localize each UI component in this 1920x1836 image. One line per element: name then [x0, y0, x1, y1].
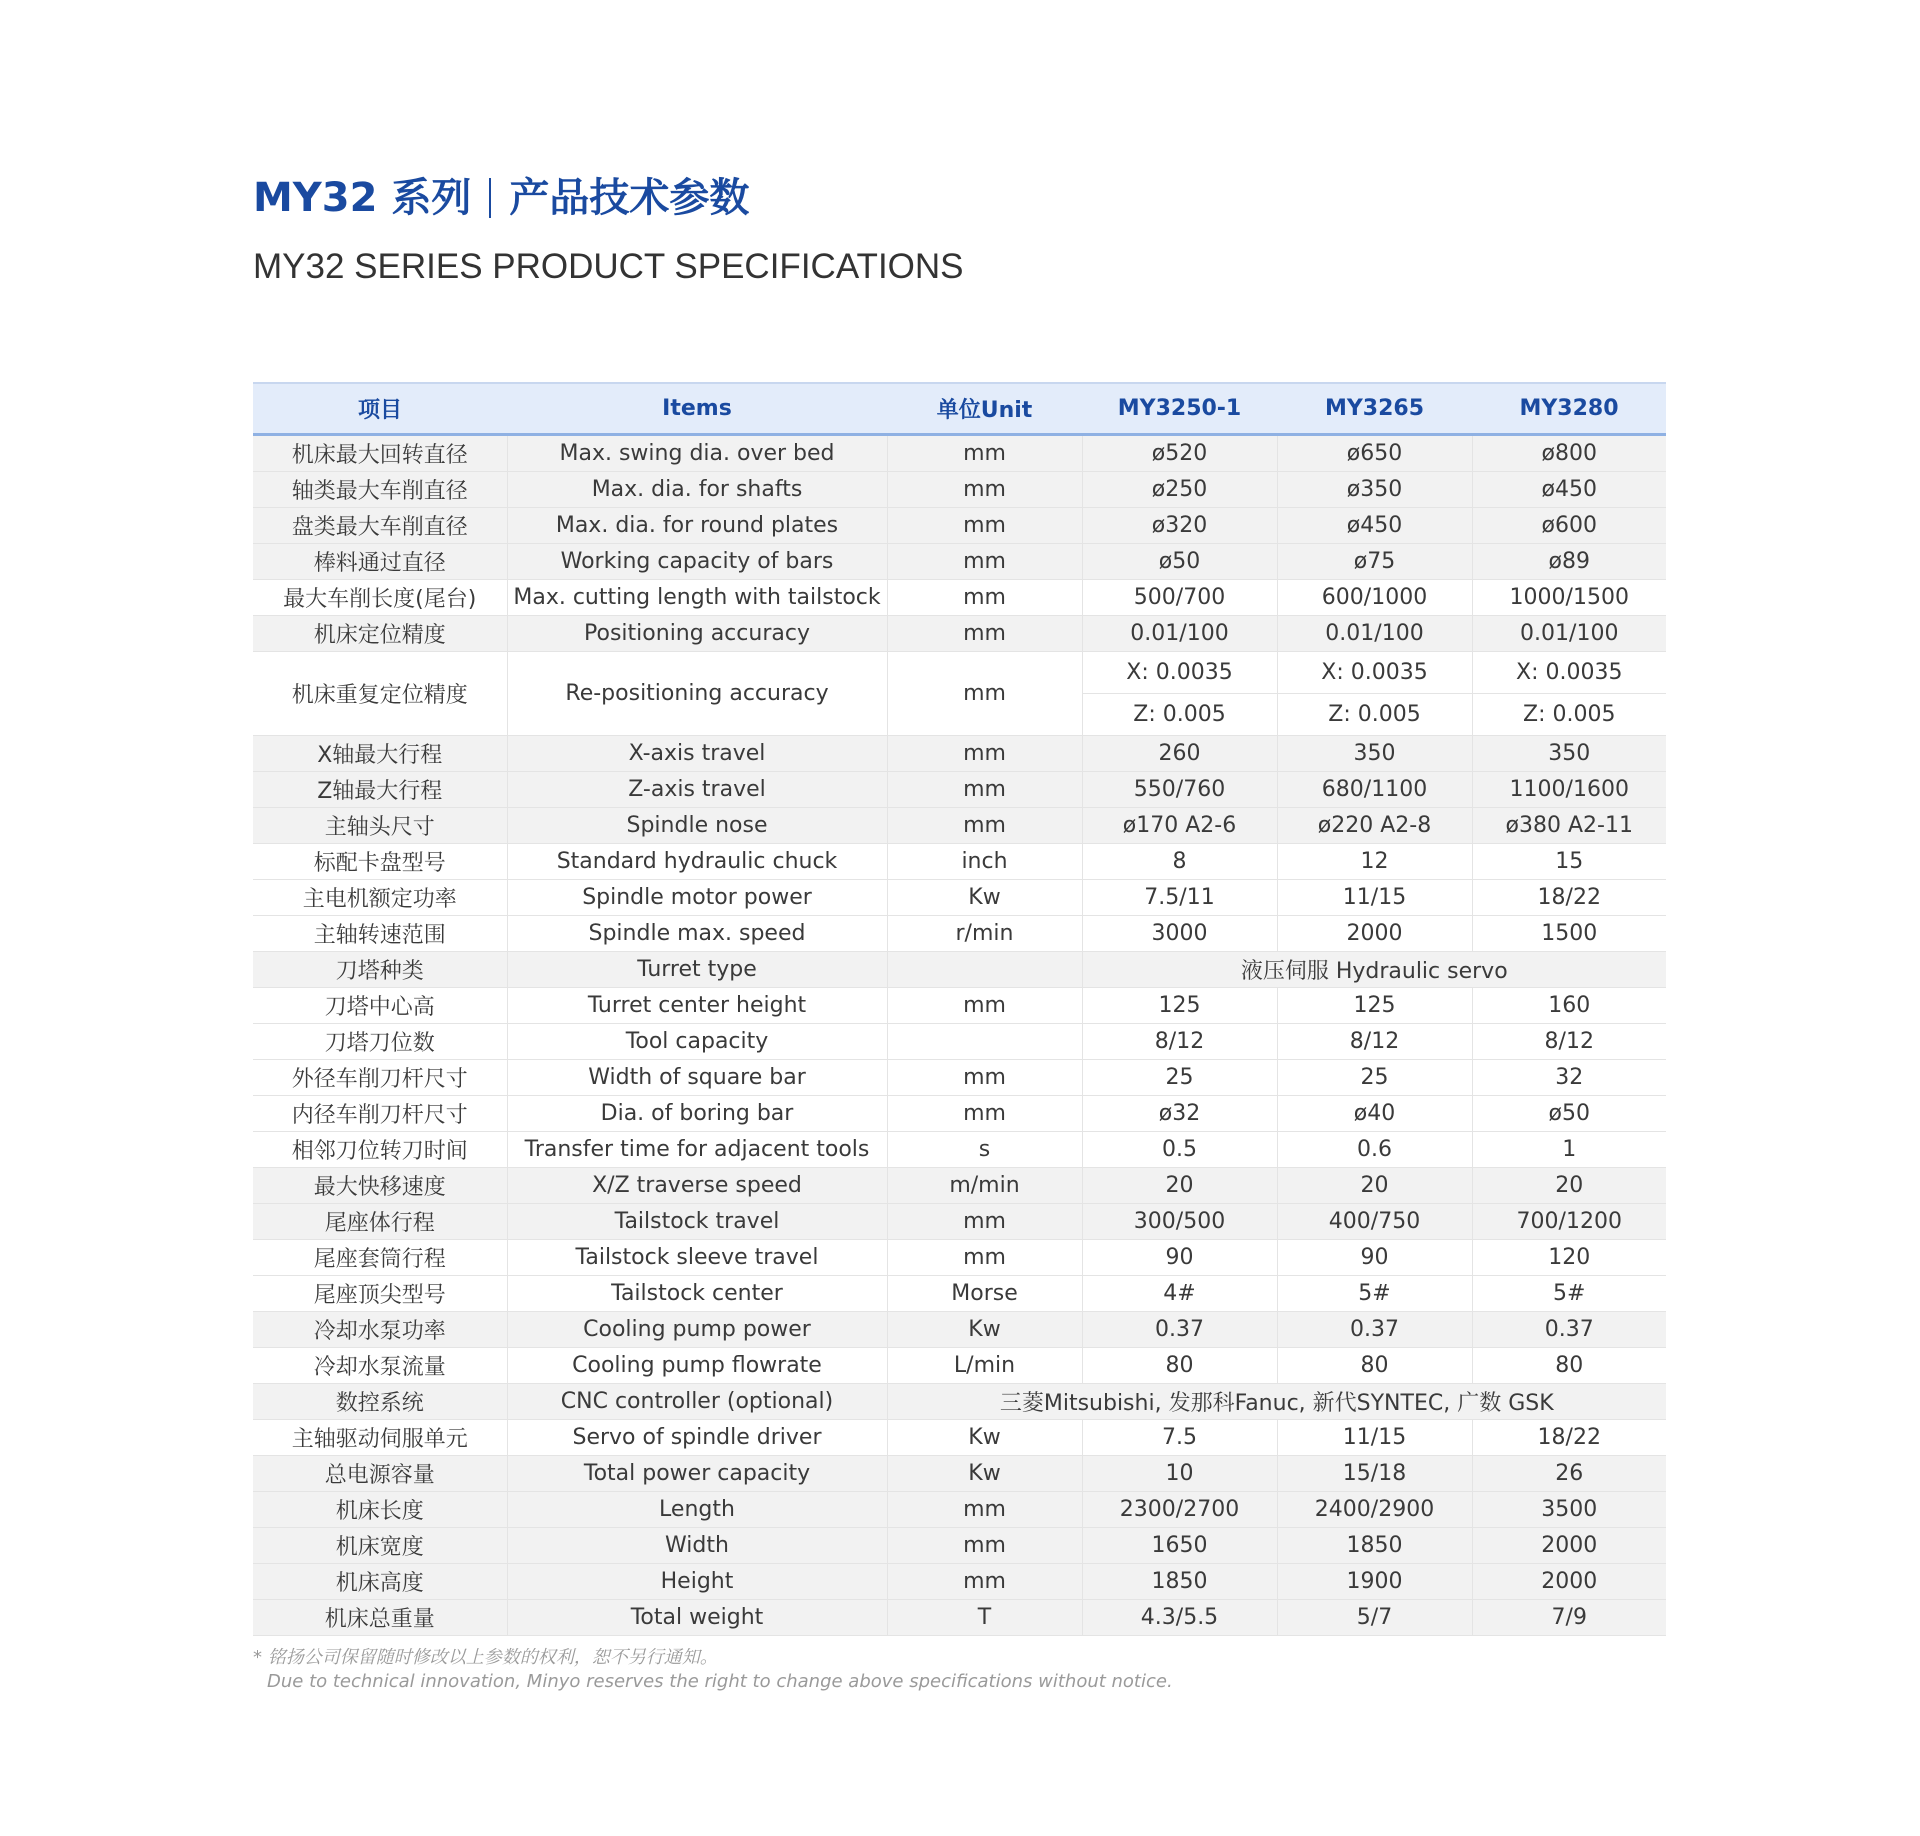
cell-unit: mm: [887, 1096, 1082, 1132]
table-row: [253, 1096, 1666, 1132]
cell-unit: mm: [887, 1240, 1082, 1276]
cell-value: ø220 A2-8: [1277, 808, 1472, 844]
cell-value: ø170 A2-6: [1082, 808, 1277, 844]
cell-item-en: Height: [507, 1564, 887, 1600]
table-row: [253, 1528, 1666, 1564]
cell-item-en: X-axis travel: [507, 736, 887, 772]
table-row: [253, 616, 1666, 652]
cell-item-cn: 机床重复定位精度: [253, 652, 507, 736]
cell-item-cn: 冷却水泵功率: [253, 1312, 507, 1348]
header-model-2: MY3265: [1277, 383, 1472, 435]
cell-value: 1100/1600: [1472, 772, 1666, 808]
cell-value: ø380 A2-11: [1472, 808, 1666, 844]
table-row: [253, 652, 1666, 694]
cell-value: 7.5/11: [1082, 880, 1277, 916]
cell-value: 90: [1277, 1240, 1472, 1276]
footnote-en: Due to technical innovation, Minyo reserves the right to change above specifications without notice.: [267, 1671, 1173, 1692]
cell-unit: mm: [887, 1564, 1082, 1600]
cell-item-cn: 最大快移速度: [253, 1168, 507, 1204]
cell-value: 20: [1082, 1168, 1277, 1204]
cell-unit: mm: [887, 616, 1082, 652]
cell-item-cn: 相邻刀位转刀时间: [253, 1132, 507, 1168]
cell-value: X: 0.0035: [1082, 652, 1277, 694]
cell-item-cn: 最大车削长度(尾台): [253, 580, 507, 616]
table-row: [253, 916, 1666, 952]
cell-unit: Kw: [887, 880, 1082, 916]
header-items: Items: [507, 383, 887, 435]
cell-unit: mm: [887, 652, 1082, 736]
cell-unit: mm: [887, 736, 1082, 772]
cell-unit: mm: [887, 1528, 1082, 1564]
cell-value: ø89: [1472, 544, 1666, 580]
cell-value: 3500: [1472, 1492, 1666, 1528]
cell-item-en: Total power capacity: [507, 1456, 887, 1492]
cell-unit: mm: [887, 1492, 1082, 1528]
cell-unit: mm: [887, 808, 1082, 844]
cell-value: ø450: [1472, 472, 1666, 508]
cell-value: 8/12: [1082, 1024, 1277, 1060]
cell-value: 20: [1277, 1168, 1472, 1204]
cell-item-en: Spindle max. speed: [507, 916, 887, 952]
cell-value: ø32: [1082, 1096, 1277, 1132]
cell-value: 0.37: [1082, 1312, 1277, 1348]
table-row: [253, 508, 1666, 544]
cell-value: 350: [1472, 736, 1666, 772]
table-row: [253, 844, 1666, 880]
cell-value: 120: [1472, 1240, 1666, 1276]
cell-item-en: Length: [507, 1492, 887, 1528]
cell-value: ø75: [1277, 544, 1472, 580]
cell-item-cn: 机床定位精度: [253, 616, 507, 652]
cell-value: 90: [1082, 1240, 1277, 1276]
cell-unit: mm: [887, 508, 1082, 544]
cell-value: ø600: [1472, 508, 1666, 544]
cell-unit: T: [887, 1600, 1082, 1636]
cell-value: ø50: [1082, 544, 1277, 580]
cell-item-cn: 轴类最大车削直径: [253, 472, 507, 508]
cell-value: X: 0.0035: [1472, 652, 1666, 694]
cell-item-cn: 刀塔刀位数: [253, 1024, 507, 1060]
cell-value: 15/18: [1277, 1456, 1472, 1492]
cell-value: ø320: [1082, 508, 1277, 544]
cell-value: 0.37: [1277, 1312, 1472, 1348]
cell-value: 1850: [1277, 1528, 1472, 1564]
cell-value: 0.01/100: [1277, 616, 1472, 652]
cell-value: 5#: [1277, 1276, 1472, 1312]
cell-value: 20: [1472, 1168, 1666, 1204]
cell-item-en: Max. cutting length with tailstock: [507, 580, 887, 616]
cell-value: 680/1100: [1277, 772, 1472, 808]
cell-unit: Kw: [887, 1456, 1082, 1492]
cell-value: 80: [1082, 1348, 1277, 1384]
table-row: [253, 1132, 1666, 1168]
cell-item-cn: 盘类最大车削直径: [253, 508, 507, 544]
table-row: [253, 1024, 1666, 1060]
cell-value: Z: 0.005: [1277, 694, 1472, 736]
cell-value: 0.6: [1277, 1132, 1472, 1168]
cell-item-cn: 外径车削刀杆尺寸: [253, 1060, 507, 1096]
cell-item-en: Max. dia. for round plates: [507, 508, 887, 544]
cell-value: 15: [1472, 844, 1666, 880]
cell-item-cn: 机床长度: [253, 1492, 507, 1528]
cell-unit: mm: [887, 772, 1082, 808]
cell-value: 600/1000: [1277, 580, 1472, 616]
cell-value: 700/1200: [1472, 1204, 1666, 1240]
cell-item-cn: 数控系统: [253, 1384, 507, 1420]
cell-unit: mm: [887, 988, 1082, 1024]
subtitle-cn: 产品技术参数: [509, 175, 750, 221]
table-row: [253, 1276, 1666, 1312]
cell-item-en: Total weight: [507, 1600, 887, 1636]
cell-unit: Morse: [887, 1276, 1082, 1312]
cell-item-cn: 刀塔中心高: [253, 988, 507, 1024]
header-row: [253, 383, 1666, 435]
cell-item-en: Width: [507, 1528, 887, 1564]
cell-value: 10: [1082, 1456, 1277, 1492]
cell-item-en: Z-axis travel: [507, 772, 887, 808]
cell-value: ø350: [1277, 472, 1472, 508]
header-unit: 单位Unit: [887, 383, 1082, 435]
cell-item-en: Turret center height: [507, 988, 887, 1024]
cell-value: Z: 0.005: [1472, 694, 1666, 736]
cell-unit: s: [887, 1132, 1082, 1168]
cell-value: 7/9: [1472, 1600, 1666, 1636]
cell-value-merged: 液压伺服 Hydraulic servo: [1082, 952, 1666, 988]
cell-item-cn: 刀塔种类: [253, 952, 507, 988]
cell-unit: mm: [887, 435, 1082, 472]
cell-value: 2400/2900: [1277, 1492, 1472, 1528]
cell-item-cn: 主轴转速范围: [253, 916, 507, 952]
cell-unit: r/min: [887, 916, 1082, 952]
cell-value: 5#: [1472, 1276, 1666, 1312]
cell-unit: L/min: [887, 1348, 1082, 1384]
cell-item-en: Turret type: [507, 952, 887, 988]
cell-item-en: Re-positioning accuracy: [507, 652, 887, 736]
table-row: [253, 1348, 1666, 1384]
cell-value: ø250: [1082, 472, 1277, 508]
table-row: [253, 1420, 1666, 1456]
cell-value: 1650: [1082, 1528, 1277, 1564]
cell-value: 5/7: [1277, 1600, 1472, 1636]
cell-value: 8: [1082, 844, 1277, 880]
cell-unit: [887, 952, 1082, 988]
cell-value: 1000/1500: [1472, 580, 1666, 616]
cell-unit: mm: [887, 544, 1082, 580]
cell-value: 32: [1472, 1060, 1666, 1096]
header-model-3: MY3280: [1472, 383, 1666, 435]
page-title-cn: [253, 168, 749, 228]
cell-item-en: Max. dia. for shafts: [507, 472, 887, 508]
table-row: [253, 772, 1666, 808]
cell-value: X: 0.0035: [1277, 652, 1472, 694]
cell-item-en: Tailstock travel: [507, 1204, 887, 1240]
cell-item-cn: 主轴头尺寸: [253, 808, 507, 844]
cell-value: 400/750: [1277, 1204, 1472, 1240]
cell-value: 300/500: [1082, 1204, 1277, 1240]
cell-value: 80: [1472, 1348, 1666, 1384]
table-row: [253, 1168, 1666, 1204]
cell-item-cn: 总电源容量: [253, 1456, 507, 1492]
cell-value: 26: [1472, 1456, 1666, 1492]
cell-value: 1900: [1277, 1564, 1472, 1600]
table-row: [253, 988, 1666, 1024]
cell-value: 550/760: [1082, 772, 1277, 808]
table-row: [253, 1564, 1666, 1600]
cell-unit: Kw: [887, 1420, 1082, 1456]
table-row: [253, 1240, 1666, 1276]
table-row: [253, 1600, 1666, 1636]
cell-item-cn: 冷却水泵流量: [253, 1348, 507, 1384]
cell-value: 125: [1277, 988, 1472, 1024]
table-row: [253, 435, 1666, 472]
table-row: [253, 1492, 1666, 1528]
table-row: [253, 880, 1666, 916]
cell-value: 0.01/100: [1472, 616, 1666, 652]
cell-value: 8/12: [1472, 1024, 1666, 1060]
cell-value: ø450: [1277, 508, 1472, 544]
cell-value: 0.5: [1082, 1132, 1277, 1168]
cell-value-merged: 三菱Mitsubishi, 发那科Fanuc, 新代SYNTEC, 广数 GSK: [887, 1384, 1666, 1420]
table-row: [253, 1204, 1666, 1240]
cell-item-en: Width of square bar: [507, 1060, 887, 1096]
header-model-1: MY3250-1: [1082, 383, 1277, 435]
cell-value: 18/22: [1472, 880, 1666, 916]
cell-item-en: Cooling pump power: [507, 1312, 887, 1348]
cell-value: 350: [1277, 736, 1472, 772]
cell-unit: m/min: [887, 1168, 1082, 1204]
cell-item-cn: 机床最大回转直径: [253, 435, 507, 472]
cell-value: 12: [1277, 844, 1472, 880]
cell-value: 160: [1472, 988, 1666, 1024]
table-row: [253, 1384, 1666, 1420]
cell-item-en: Cooling pump flowrate: [507, 1348, 887, 1384]
cell-value: 2000: [1277, 916, 1472, 952]
cell-unit: inch: [887, 844, 1082, 880]
cell-value: 1: [1472, 1132, 1666, 1168]
cell-item-en: X/Z traverse speed: [507, 1168, 887, 1204]
cell-item-en: Positioning accuracy: [507, 616, 887, 652]
cell-value: 4#: [1082, 1276, 1277, 1312]
series-title: MY32 系列: [253, 175, 472, 221]
cell-item-en: Servo of spindle driver: [507, 1420, 887, 1456]
cell-value: 260: [1082, 736, 1277, 772]
cell-item-cn: 尾座顶尖型号: [253, 1276, 507, 1312]
cell-unit: mm: [887, 580, 1082, 616]
page-title-en: MY32 SERIES PRODUCT SPECIFICATIONS: [253, 247, 964, 286]
cell-value: 4.3/5.5: [1082, 1600, 1277, 1636]
cell-value: 1850: [1082, 1564, 1277, 1600]
cell-item-en: Transfer time for adjacent tools: [507, 1132, 887, 1168]
cell-value: 11/15: [1277, 880, 1472, 916]
table-row: [253, 736, 1666, 772]
cell-item-en: Tailstock center: [507, 1276, 887, 1312]
table-row: [253, 1312, 1666, 1348]
cell-value: 0.01/100: [1082, 616, 1277, 652]
cell-item-en: Working capacity of bars: [507, 544, 887, 580]
cell-value: 2300/2700: [1082, 1492, 1277, 1528]
cell-value: 11/15: [1277, 1420, 1472, 1456]
footnote: [253, 1646, 1173, 1694]
cell-unit: Kw: [887, 1312, 1082, 1348]
cell-value: ø650: [1277, 435, 1472, 472]
cell-item-cn: 标配卡盘型号: [253, 844, 507, 880]
header-item-cn: 项目: [253, 383, 507, 435]
table-row: [253, 952, 1666, 988]
cell-unit: mm: [887, 1060, 1082, 1096]
cell-value: 500/700: [1082, 580, 1277, 616]
cell-item-en: Standard hydraulic chuck: [507, 844, 887, 880]
cell-item-cn: X轴最大行程: [253, 736, 507, 772]
cell-item-en: Max. swing dia. over bed: [507, 435, 887, 472]
cell-item-cn: 机床宽度: [253, 1528, 507, 1564]
cell-value: Z: 0.005: [1082, 694, 1277, 736]
table-row: [253, 580, 1666, 616]
cell-item-cn: 尾座套筒行程: [253, 1240, 507, 1276]
cell-item-en: Spindle motor power: [507, 880, 887, 916]
table-row: [253, 544, 1666, 580]
table-row: [253, 1060, 1666, 1096]
spec-table: [253, 382, 1666, 1636]
cell-value: 1500: [1472, 916, 1666, 952]
cell-item-en: Dia. of boring bar: [507, 1096, 887, 1132]
cell-item-cn: 尾座体行程: [253, 1204, 507, 1240]
footnote-cn: * 铭扬公司保留随时修改以上参数的权利，恕不另行通知。: [253, 1647, 718, 1668]
cell-value: 18/22: [1472, 1420, 1666, 1456]
table-row: [253, 1456, 1666, 1492]
cell-unit: [887, 1024, 1082, 1060]
table-row: [253, 472, 1666, 508]
cell-item-en: Tool capacity: [507, 1024, 887, 1060]
cell-item-en: Tailstock sleeve travel: [507, 1240, 887, 1276]
cell-item-cn: 主电机额定功率: [253, 880, 507, 916]
cell-item-cn: 主轴驱动伺服单元: [253, 1420, 507, 1456]
title-divider: [489, 178, 491, 218]
cell-item-cn: Z轴最大行程: [253, 772, 507, 808]
cell-unit: mm: [887, 472, 1082, 508]
cell-value: 7.5: [1082, 1420, 1277, 1456]
cell-value: 25: [1082, 1060, 1277, 1096]
cell-unit: mm: [887, 1204, 1082, 1240]
cell-value: ø40: [1277, 1096, 1472, 1132]
cell-value: ø800: [1472, 435, 1666, 472]
cell-value: 2000: [1472, 1564, 1666, 1600]
cell-value: 0.37: [1472, 1312, 1666, 1348]
cell-item-cn: 棒料通过直径: [253, 544, 507, 580]
cell-item-cn: 机床高度: [253, 1564, 507, 1600]
cell-value: 2000: [1472, 1528, 1666, 1564]
cell-item-cn: 内径车削刀杆尺寸: [253, 1096, 507, 1132]
cell-value: 25: [1277, 1060, 1472, 1096]
cell-item-en: CNC controller (optional): [507, 1384, 887, 1420]
cell-value: 125: [1082, 988, 1277, 1024]
cell-value: ø50: [1472, 1096, 1666, 1132]
cell-value: 80: [1277, 1348, 1472, 1384]
cell-item-en: Spindle nose: [507, 808, 887, 844]
cell-value: 3000: [1082, 916, 1277, 952]
table-row: [253, 808, 1666, 844]
cell-item-cn: 机床总重量: [253, 1600, 507, 1636]
cell-value: 8/12: [1277, 1024, 1472, 1060]
cell-value: ø520: [1082, 435, 1277, 472]
